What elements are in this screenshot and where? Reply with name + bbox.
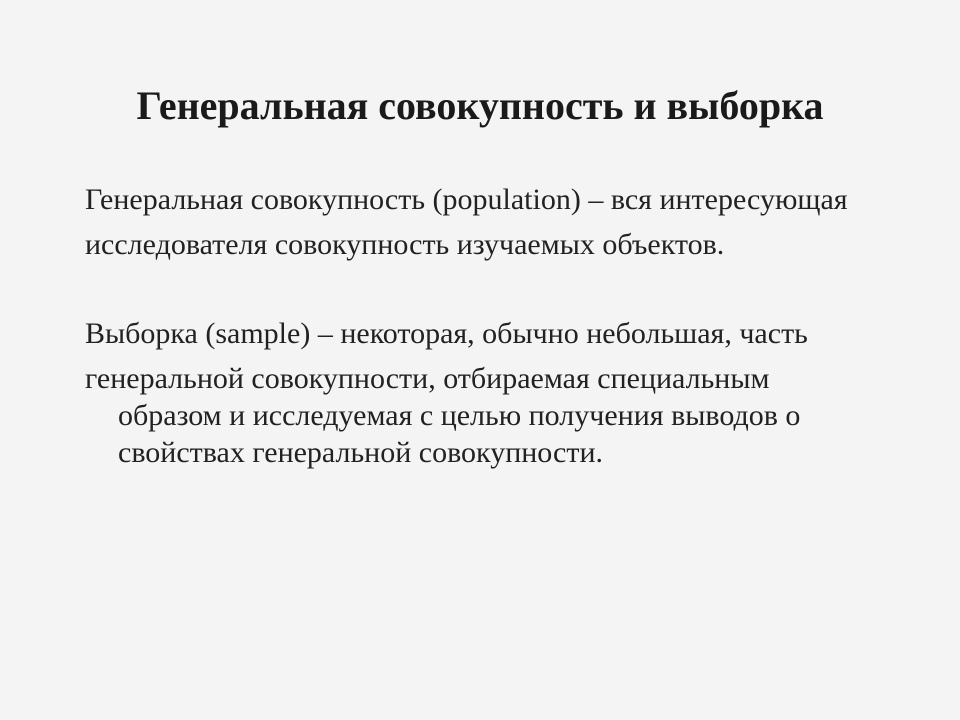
sample-definition-line-3: образом и исследуемая с целью получения выводов о: [118, 399, 801, 432]
sample-definition-line-2: генеральной совокупности, отбираемая специальным: [85, 362, 770, 395]
population-definition-line-2: исследователя совокупность изучаемых объектов.: [85, 228, 725, 261]
slide-title: Генеральная совокупность и выборка: [136, 83, 824, 128]
population-definition-line-1: Генеральная совокупность (population) – вся интересующая: [85, 183, 848, 216]
sample-definition-line-4: свойствах генеральной совокупности.: [118, 436, 604, 469]
sample-definition-line-1: Выборка (sample) – некоторая, обычно небольшая, часть: [85, 317, 808, 350]
